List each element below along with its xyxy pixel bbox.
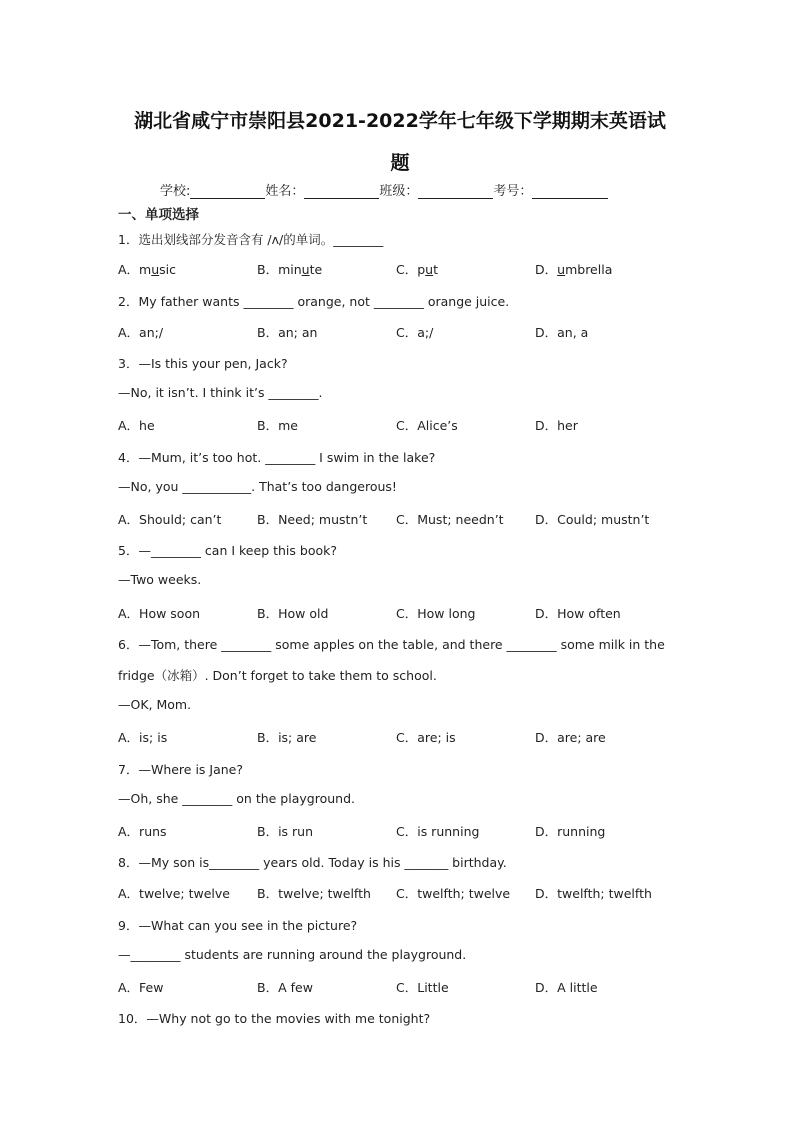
q4-option-a[interactable]: A．Should; can’t xyxy=(118,512,222,527)
q6-option-d[interactable]: D．are; are xyxy=(535,730,606,745)
q2-option-a[interactable]: A．an;/ xyxy=(118,325,164,340)
class-blank[interactable] xyxy=(418,184,493,199)
q1-options xyxy=(118,260,678,278)
q6-line3: —OK, Mom. xyxy=(118,697,192,712)
q9-option-d[interactable]: D．A little xyxy=(535,980,598,995)
q3-option-d[interactable]: D．her xyxy=(535,418,578,433)
q2-stem: 2．My father wants ________ orange, not ________ orange juice. xyxy=(118,294,510,309)
q2-options xyxy=(118,323,678,341)
q1-option-c[interactable]: C．put xyxy=(396,262,439,277)
q4-line2: —No, you ___________. That’s too dangerous! xyxy=(118,479,397,494)
q8-option-a[interactable]: A．twelve; twelve xyxy=(118,886,230,901)
student-info-row xyxy=(160,180,608,199)
q5-stem: 5．—________ can I keep this book? xyxy=(118,543,337,558)
q6-options xyxy=(118,728,678,746)
q7-option-b[interactable]: B．is run xyxy=(257,824,314,839)
q6-stem: 6．—Tom, there ________ some apples on the table, and there ________ some milk in the xyxy=(118,637,665,652)
q2-option-b[interactable]: B．an; an xyxy=(257,325,318,340)
q7-option-d[interactable]: D．running xyxy=(535,824,606,839)
class-label: 班级： xyxy=(379,184,419,199)
q8-stem: 8．—My son is________ years old. Today is his _______ birthday. xyxy=(118,855,507,870)
q5-options xyxy=(118,604,678,622)
q3-line2: —No, it isn’t. I think it’s ________. xyxy=(118,385,323,400)
q7-option-a[interactable]: A．runs xyxy=(118,824,167,839)
q5-option-c[interactable]: C．How long xyxy=(396,606,476,621)
q2-option-c[interactable]: C．a;/ xyxy=(396,325,434,340)
q7-stem: 7．—Where is Jane? xyxy=(118,762,244,777)
q7-options xyxy=(118,822,678,840)
q8-options xyxy=(118,884,678,902)
q6-option-b[interactable]: B．is; are xyxy=(257,730,317,745)
q4-stem: 4．—Mum, it’s too hot. ________ I swim in the lake? xyxy=(118,450,436,465)
q8-option-c[interactable]: C．twelfth; twelve xyxy=(396,886,511,901)
q5-option-d[interactable]: D．How often xyxy=(535,606,621,621)
section-title: 一、单项选择 xyxy=(118,207,199,223)
q1-option-a[interactable]: A．music xyxy=(118,262,177,277)
q9-option-b[interactable]: B．A few xyxy=(257,980,313,995)
q8-option-b[interactable]: B．twelve; twelfth xyxy=(257,886,371,901)
q5-option-a[interactable]: A．How soon xyxy=(118,606,201,621)
q7-option-c[interactable]: C．is running xyxy=(396,824,480,839)
q6-option-c[interactable]: C．are; is xyxy=(396,730,456,745)
q9-options xyxy=(118,978,678,996)
q6-option-a[interactable]: A．is; is xyxy=(118,730,168,745)
q3-option-b[interactable]: B．me xyxy=(257,418,298,433)
q7-line2: —Oh, she ________ on the playground. xyxy=(118,791,355,806)
q4-option-d[interactable]: D．Could; mustn’t xyxy=(535,512,650,527)
q1-option-d[interactable]: D．umbrella xyxy=(535,262,613,277)
q4-option-c[interactable]: C．Must; needn’t xyxy=(396,512,504,527)
number-label: 考号： xyxy=(493,184,533,199)
exam-title-line1: 湖北省咸宁市崇阳县2021-2022学年七年级下学期期末英语试 xyxy=(134,110,666,132)
q9-option-a[interactable]: A．Few xyxy=(118,980,164,995)
q5-line2: —Two weeks. xyxy=(118,572,202,587)
number-blank[interactable] xyxy=(532,184,608,199)
q9-option-c[interactable]: C．Little xyxy=(396,980,449,995)
q3-option-c[interactable]: C．Alice’s xyxy=(396,418,458,433)
name-label: 姓名： xyxy=(265,184,305,199)
q8-option-d[interactable]: D．twelfth; twelfth xyxy=(535,886,652,901)
q4-options xyxy=(118,510,678,528)
q9-line2: —________ students are running around the playground. xyxy=(118,947,467,962)
q9-stem: 9．—What can you see in the picture? xyxy=(118,918,358,933)
q1-stem: 1．选出划线部分发音含有 /ʌ/的单词。________ xyxy=(118,232,384,247)
school-blank[interactable] xyxy=(190,184,265,199)
q3-stem: 3．—Is this your pen, Jack? xyxy=(118,356,288,371)
q5-option-b[interactable]: B．How old xyxy=(257,606,329,621)
school-label: 学校: xyxy=(160,184,191,199)
q2-option-d[interactable]: D．an, a xyxy=(535,325,589,340)
q1-option-b[interactable]: B．minute xyxy=(257,262,323,277)
q10-stem: 10．—Why not go to the movies with me tonight? xyxy=(118,1011,431,1026)
exam-title-line2: 题 xyxy=(390,152,410,174)
q3-option-a[interactable]: A．he xyxy=(118,418,155,433)
q4-option-b[interactable]: B．Need; mustn’t xyxy=(257,512,368,527)
name-blank[interactable] xyxy=(304,184,379,199)
q6-line2: fridge（冰箱）. Don’t forget to take them to school. xyxy=(118,668,437,683)
q3-options xyxy=(118,416,678,434)
